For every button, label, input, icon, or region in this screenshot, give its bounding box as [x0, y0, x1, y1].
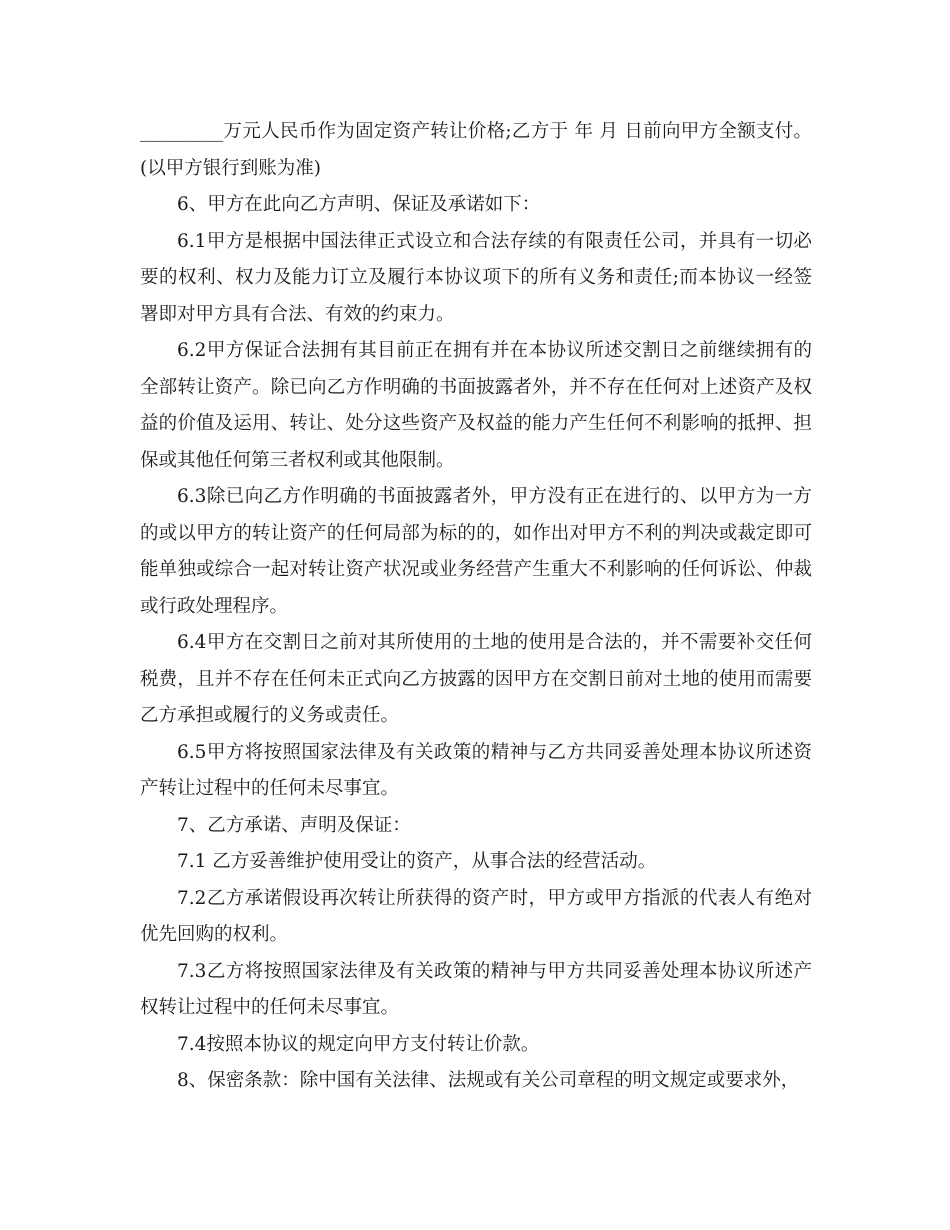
- clause-7-2: 7.2乙方承诺假设再次转让所获得的资产时，甲方或甲方指派的代表人有绝对优先回购的权利。: [140, 887, 812, 945]
- section-8-heading: 8、保密条款：除中国有关法律、法规或有关公司章程的明文规定或要求外，: [177, 1070, 800, 1091]
- document-body: [140, 114, 812, 1100]
- section-7-heading: 7、乙方承诺、声明及保证：: [177, 814, 411, 836]
- clause-7-4: 7.4按照本协议的规定向甲方支付转让价款。: [177, 1033, 540, 1055]
- price-paragraph: _________万元人民币作为固定资产转让价格;乙方于 年 月 日前向甲方全额支付。(以甲方银行到账为准): [140, 121, 812, 179]
- clause-6-4: 6.4甲方在交割日之前对其所使用的土地的使用是合法的，并不需要补交任何税费，且并不存在任何未正式向乙方披露的因甲方在交割日前对土地的使用而需要乙方承担或履行的义务或责任。: [140, 632, 812, 726]
- clause-6-2: 6.2甲方保证合法拥有其目前正在拥有并在本协议所述交割日之前继续拥有的全部转让资产。除已向乙方作明确的书面披露者外，并不存在任何对上述资产及权益的价值及运用、转让、处分这些资产及权益的能力产生任何不利影响的抵押、担保或其他任何第三者权利或其他限制。: [140, 340, 812, 471]
- clause-7-3: 7.3乙方将按照国家法律及有关政策的精神与甲方共同妥善处理本协议所述产权转让过程中的任何未尽事宜。: [140, 960, 812, 1018]
- clause-6-5: 6.5甲方将按照国家法律及有关政策的精神与乙方共同妥善处理本协议所述资产转让过程中的任何未尽事宜。: [140, 741, 812, 799]
- clause-6-1: 6.1甲方是根据中国法律正式设立和合法存续的有限责任公司，并具有一切必要的权利、权力及能力订立及履行本协议项下的所有义务和责任;而本协议一经签署即对甲方具有合法、有效的约束力。: [140, 230, 812, 325]
- section-6-heading: 6、甲方在此向乙方声明、保证及承诺如下：: [177, 194, 541, 215]
- clause-6-3: 6.3除已向乙方作明确的书面披露者外，甲方没有正在进行的、以甲方为一方的或以甲方的转让资产的任何局部为标的的，如作出对甲方不利的判决或裁定即可能单独或综合一起对转让资产状况或业务经营产生重大不利影响的任何诉讼、仲裁或行政处理程序。: [140, 486, 812, 617]
- clause-7-1: 7.1 乙方妥善维护使用受让的资产，从事合法的经营活动。: [177, 851, 657, 872]
